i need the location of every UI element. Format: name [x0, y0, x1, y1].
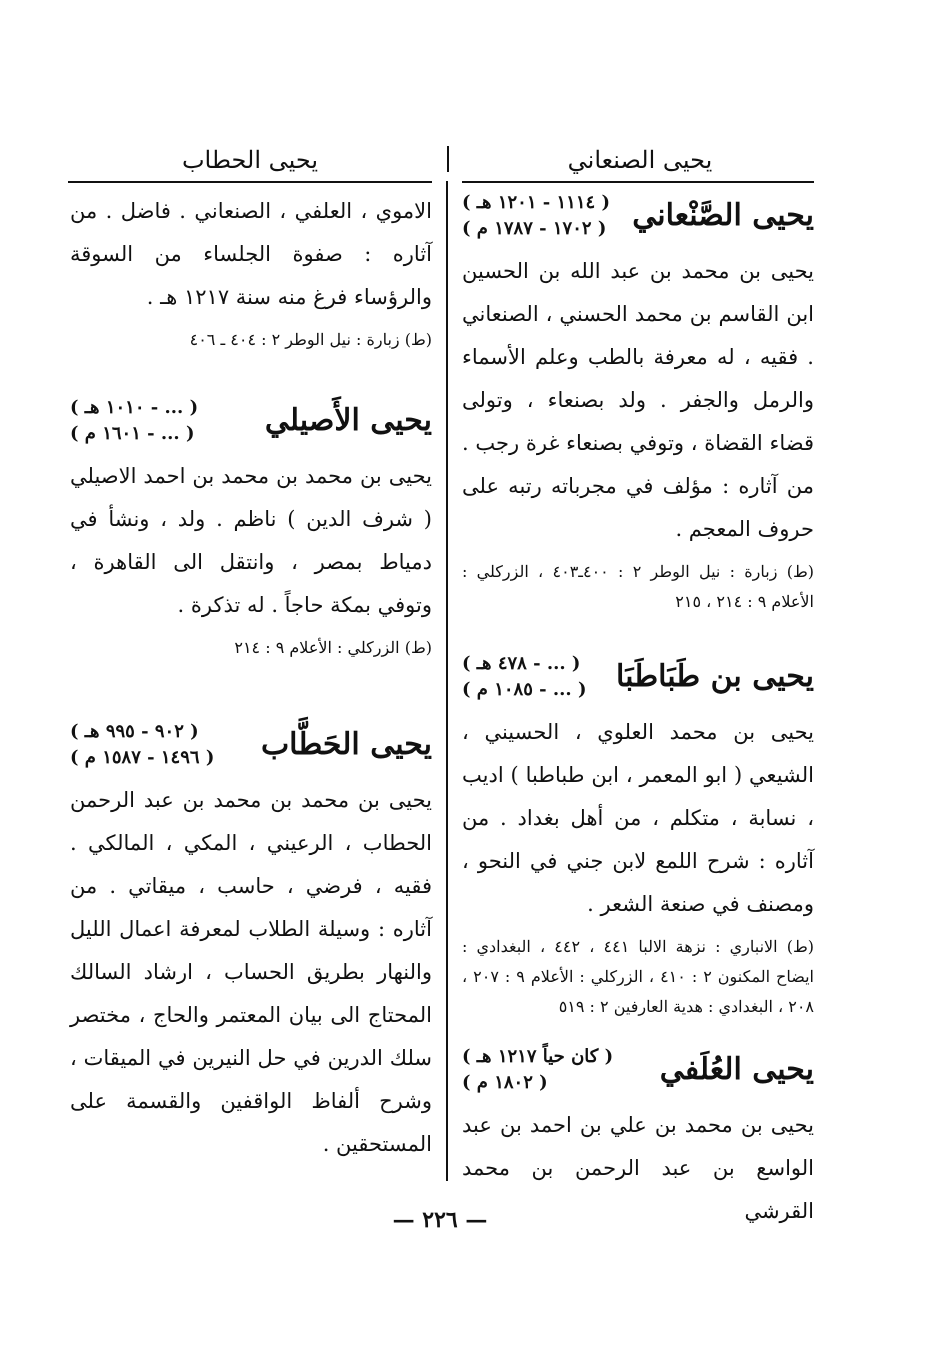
entry-text: الاموي ، العلفي ، الصنعاني . فاضل . من آثاره : صفوة الجلساء من السوقة والرؤساء فرغ منه سنة ١٢١٧ هـ . [70, 199, 432, 309]
gregorian-dates: ( ... - ١٦٠١ م ) [70, 423, 195, 444]
entry-header [70, 395, 432, 447]
entry-sources: (ط) زبارة : نيل الوطر ٢ : ٤٠٤ ـ ٤٠٦ [189, 330, 432, 349]
entry-name: يحيى بن طَبَاطَبَا [616, 659, 814, 694]
entry-dates [70, 719, 214, 771]
hijri-dates: ( ٩٠٢ - ٩٩٥ هـ ) [70, 721, 199, 742]
entry-text: يحيى بن محمد بن علي بن احمد بن عبد الواسع بن عبد الرحمن بن محمد القرشي [462, 1113, 814, 1223]
hijri-dates: ( ... - ٤٧٨ هـ ) [462, 653, 581, 674]
running-head-right: يحيى الصنعاني [567, 146, 713, 174]
gregorian-dates: ( ١٨٠٢ م ) [462, 1072, 548, 1093]
entry-header [462, 190, 814, 242]
left-column [70, 190, 432, 1166]
entry-sanani [462, 190, 814, 617]
running-head-separator [447, 146, 449, 172]
gregorian-dates: ( ١٧٠٢ - ١٧٨٧ م ) [462, 218, 607, 239]
entry-hattab [70, 719, 432, 1166]
entry-dates [462, 190, 610, 242]
entry-dates [462, 651, 586, 703]
entry-name: يحيى الأَصيلي [264, 403, 432, 438]
hijri-dates: ( ١١١٤ - ١٢٠١ هـ ) [462, 192, 610, 213]
entry-name: يحيى الصَّنْعاني [632, 198, 814, 233]
entry-text: يحيى بن محمد العلوي ، الحسيني ، الشيعي ( ابو المعمر ، ابن طباطبا ) اديب ، نسابة ، متكلم ، من أهل بغداد . من آثاره : شرح اللمع لابن جني في النحو ، ومصنف في صنعة الشعر . [462, 720, 814, 916]
entry-header [462, 651, 814, 703]
entry-sources: (ط) الانباري : نزهة الالبا ٤٤١ ، ٤٤٢ ، البغدادي : ايضاح المكنون ٢ : ٤١٠ ، الزركلي : الأعلام ٩ : ٢٠٧ ، ٢٠٨ ، البغدادي : هدية العارفين ٢ : ٥١٩ [462, 937, 814, 1016]
hijri-dates: ( كان حياً ١٢١٧ هـ ) [462, 1046, 614, 1067]
header-rule-left [68, 181, 432, 183]
gregorian-dates: ( ١٤٩٦ - ١٥٨٧ م ) [70, 747, 215, 768]
entry-dates [462, 1044, 613, 1096]
column-divider [446, 181, 448, 1181]
entry-tabataba [462, 651, 814, 1022]
hijri-dates: ( ... - ١٠١٠ هـ ) [70, 397, 199, 418]
entry-name: يحيى العُلَفي [659, 1052, 814, 1087]
entry-alafi [462, 1044, 814, 1233]
entry-dates [70, 395, 198, 447]
entry-header [462, 1044, 814, 1096]
entry-header [70, 719, 432, 771]
header-rule-right [462, 181, 814, 183]
page-number: — ٢٢٦ — [392, 1207, 488, 1233]
running-head-left: يحيى الحطاب [181, 146, 319, 174]
entry-sources: (ط) زبارة : نيل الوطر ٢ : ٤٠٠ـ٤٠٣ ، الزركلي : الأعلام ٩ : ٢١٤ ، ٢١٥ [462, 562, 815, 611]
entry-name: يحيى الحَطَّاب [260, 727, 432, 762]
entry-text: يحيى بن محمد بن محمد بن احمد الاصيلي ( شرف الدين ) ناظم . ولد ، ونشأ في دمياط بمصر ، وانتقل الى القاهرة ، وتوفي بمكة حاجاً . له تذكرة . [70, 464, 432, 617]
gregorian-dates: ( ... - ١٠٨٥ م ) [462, 679, 587, 700]
entry-text: يحيى بن محمد بن محمد بن عبد الرحمن الحطاب ، الرعيني ، المكي ، المالكي . فقيه ، فرضي ، حاسب ، ميقاتي . من آثاره : وسيلة الطلاب لمعرفة اعمال الليل والنهار بطريق الحساب ، ارشاد السالك المحتاج الى بيان المعتمر والحاج ، مختصر سلك الدرين في حل النيرين في الميقات ، وشرح ألفاظ الواقفين والقسمة على المستحقين . [70, 788, 432, 1156]
entry-text: يحيى بن محمد بن عبد الله بن الحسين ابن القاسم بن محمد الحسني ، الصنعاني . فقيه ، له معرفة بالطب وعلم الأسماء والرمل والجفر . ولد بصنعاء ، وتولى قضاء القضاة ، وتوفي بصنعاء غرة رجب . من آثاره : مؤلف في مجرباته رتبه على حروف المعجم . [462, 259, 814, 541]
entry-asili [70, 395, 432, 663]
entry-alafi-continuation [70, 190, 432, 355]
entry-sources: (ط) الزركلي : الأعلام ٩ : ٢١٤ [234, 638, 432, 657]
right-column [462, 190, 814, 1233]
